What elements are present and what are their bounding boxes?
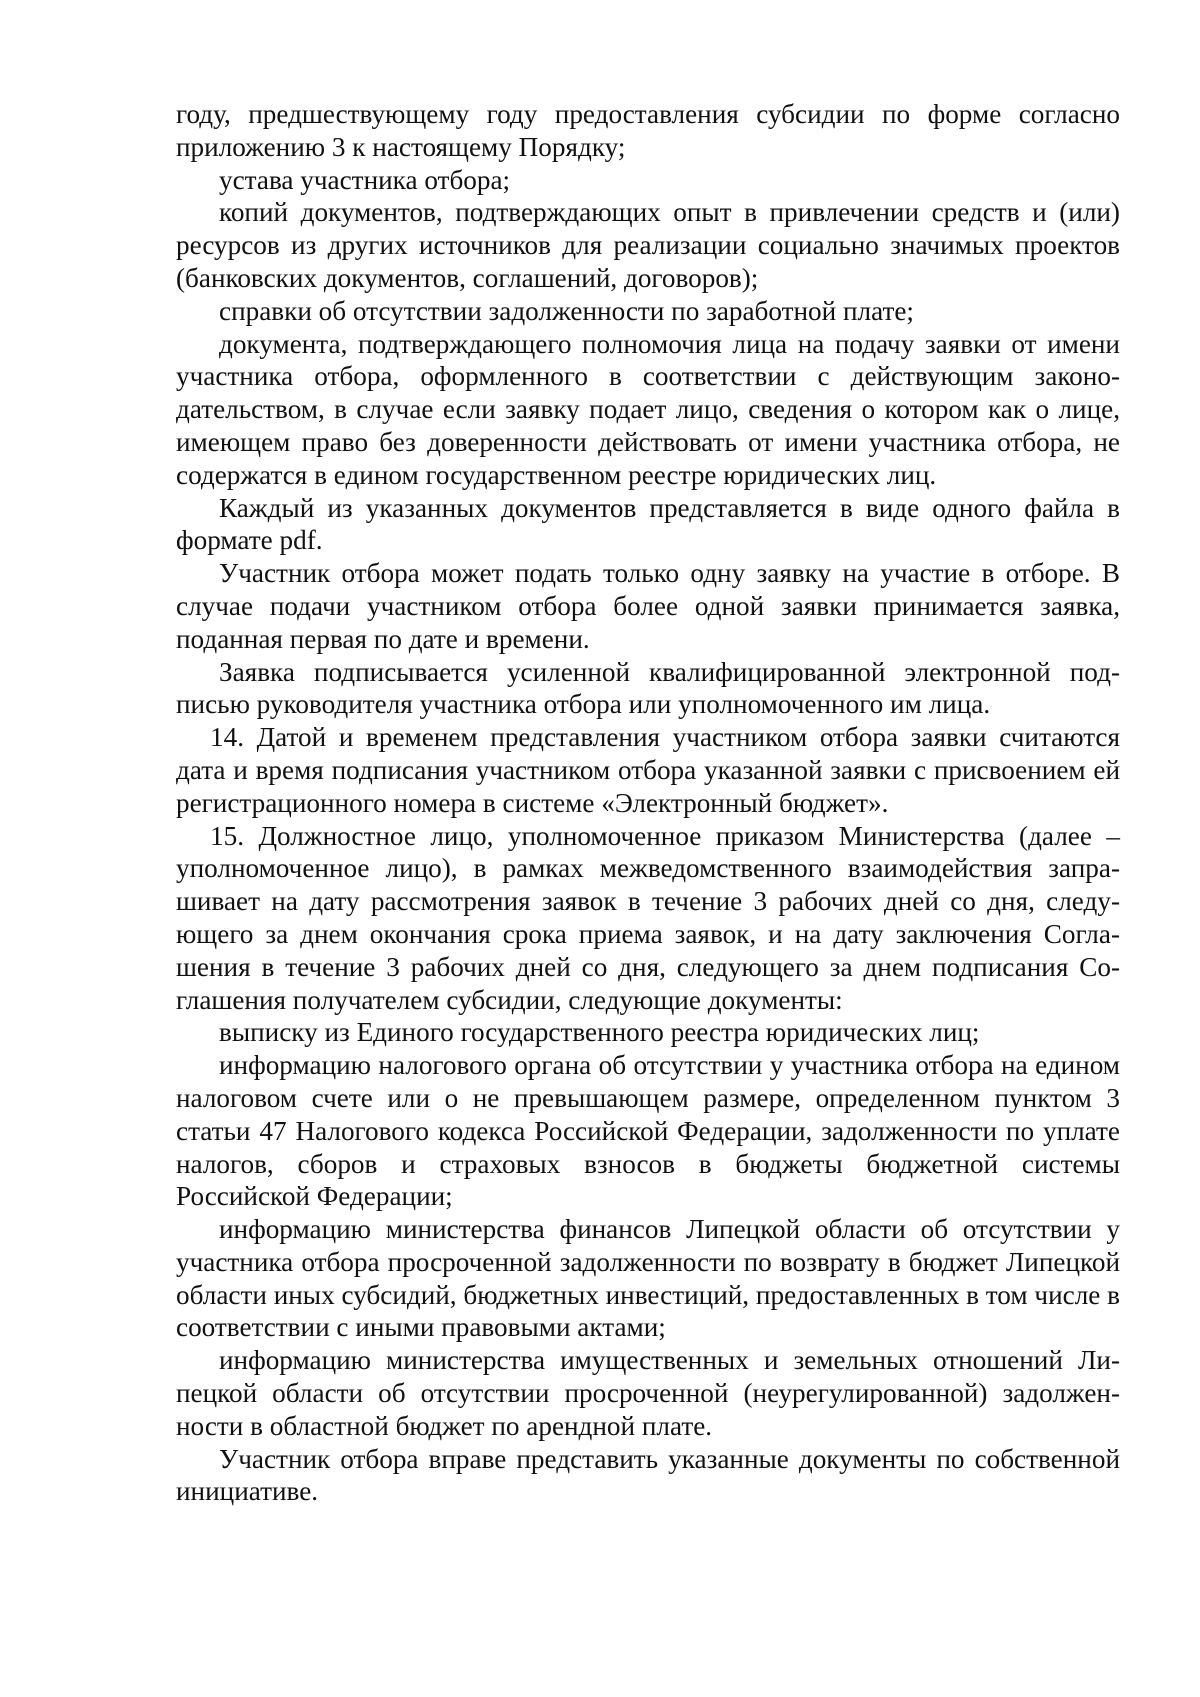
paragraph-tax-info: информацию налогового органа об отсутствии у участника отбора на едином налоговом счете или о не превышающем размере, определенном пунктом 3 статьи 47 Налогового кодекса Российской Федерации, задолженности по уплате налогов, сборов и страховых взносов в бюджеты бюджетной системы Российской Федерации;	[176, 1050, 1120, 1212]
paragraph-item-14: 14. Датой и временем представления участником отбора заявки считаются дата и время подписания участником отбора указанной заявки с присвоением ей регистрационного номера в системе «Электронный бюджет».	[176, 722, 1120, 818]
paragraph-egrul-extract: выписку из Единого государственного реестра юридических лиц;	[219, 1017, 980, 1048]
paragraph-item-15: 15. Должностное лицо, уполномоченное приказом Министерства (далее – уполномоченное лицо), в рамках межведомственного взаимодействия запрашивает на дату рассмотрения заявок в течение 3 рабочих дней со дня, следующего за днем окончания срока приема заявок, и на дату заключения Соглашения в течение 3 рабочих дней со дня, следующего за днем подписания Соглашения получателем субсидии, следующие документы:	[176, 820, 1120, 1015]
paragraph-finance-ministry-info: информацию министерства финансов Липецкой области об отсутствии у участника отбора просроченной задолженности по возврату в бюджет Липецкой области иных субсидий, бюджетных инвестиций, предоставленных в том числе в соответствии с иными правовыми актами;	[176, 1214, 1120, 1343]
paragraph-continuation: году, предшествующему году предоставления субсидии по форме согласно приложению 3 к настоящему Порядку;	[176, 99, 1120, 162]
document-body	[176, 98, 1120, 1508]
paragraph-salary-debt: справки об отсутствии задолженности по заработной плате;	[219, 295, 914, 326]
paragraph-pdf-format: Каждый из указанных документов представляется в виде одного файла в формате pdf.	[176, 492, 1120, 556]
paragraph-experience-copies: копий документов, подтверждающих опыт в привлечении средств и (или) ресурсов из других источников для реализации социально значимых проектов (банковских документов, соглашений, договоров);	[176, 197, 1120, 293]
paragraph-authority-document: документа, подтверждающего полномочия лица на подачу заявки от имени участника отбора, оформленного в соответствии с действующим законодательством, в случае если заявку подает лицо, сведения о котором как о лице, имеющем право без доверенности действовать от имени участника отбора, не содержатся в едином государственном реестре юридических лиц.	[176, 328, 1120, 490]
paragraph-single-application: Участник отбора может подать только одну заявку на участие в отборе. В случае подачи участником отбора более одной заявки принимается заявка, поданная первая по дате и времени.	[176, 558, 1120, 654]
paragraph-property-ministry-info: информацию министерства имущественных и земельных отношений Липецкой области об отсутствии просроченной (неурегулированной) задолженности в областной бюджет по арендной плате.	[176, 1345, 1120, 1441]
paragraph-charter: устава участника отбора;	[219, 164, 511, 195]
paragraph-own-initiative: Участник отбора вправе представить указанные документы по собственной инициативе.	[176, 1443, 1120, 1507]
paragraph-signature: Заявка подписывается усиленной квалифицированной электронной подписью руководителя участника отбора или уполномоченного им лица.	[176, 656, 1120, 720]
